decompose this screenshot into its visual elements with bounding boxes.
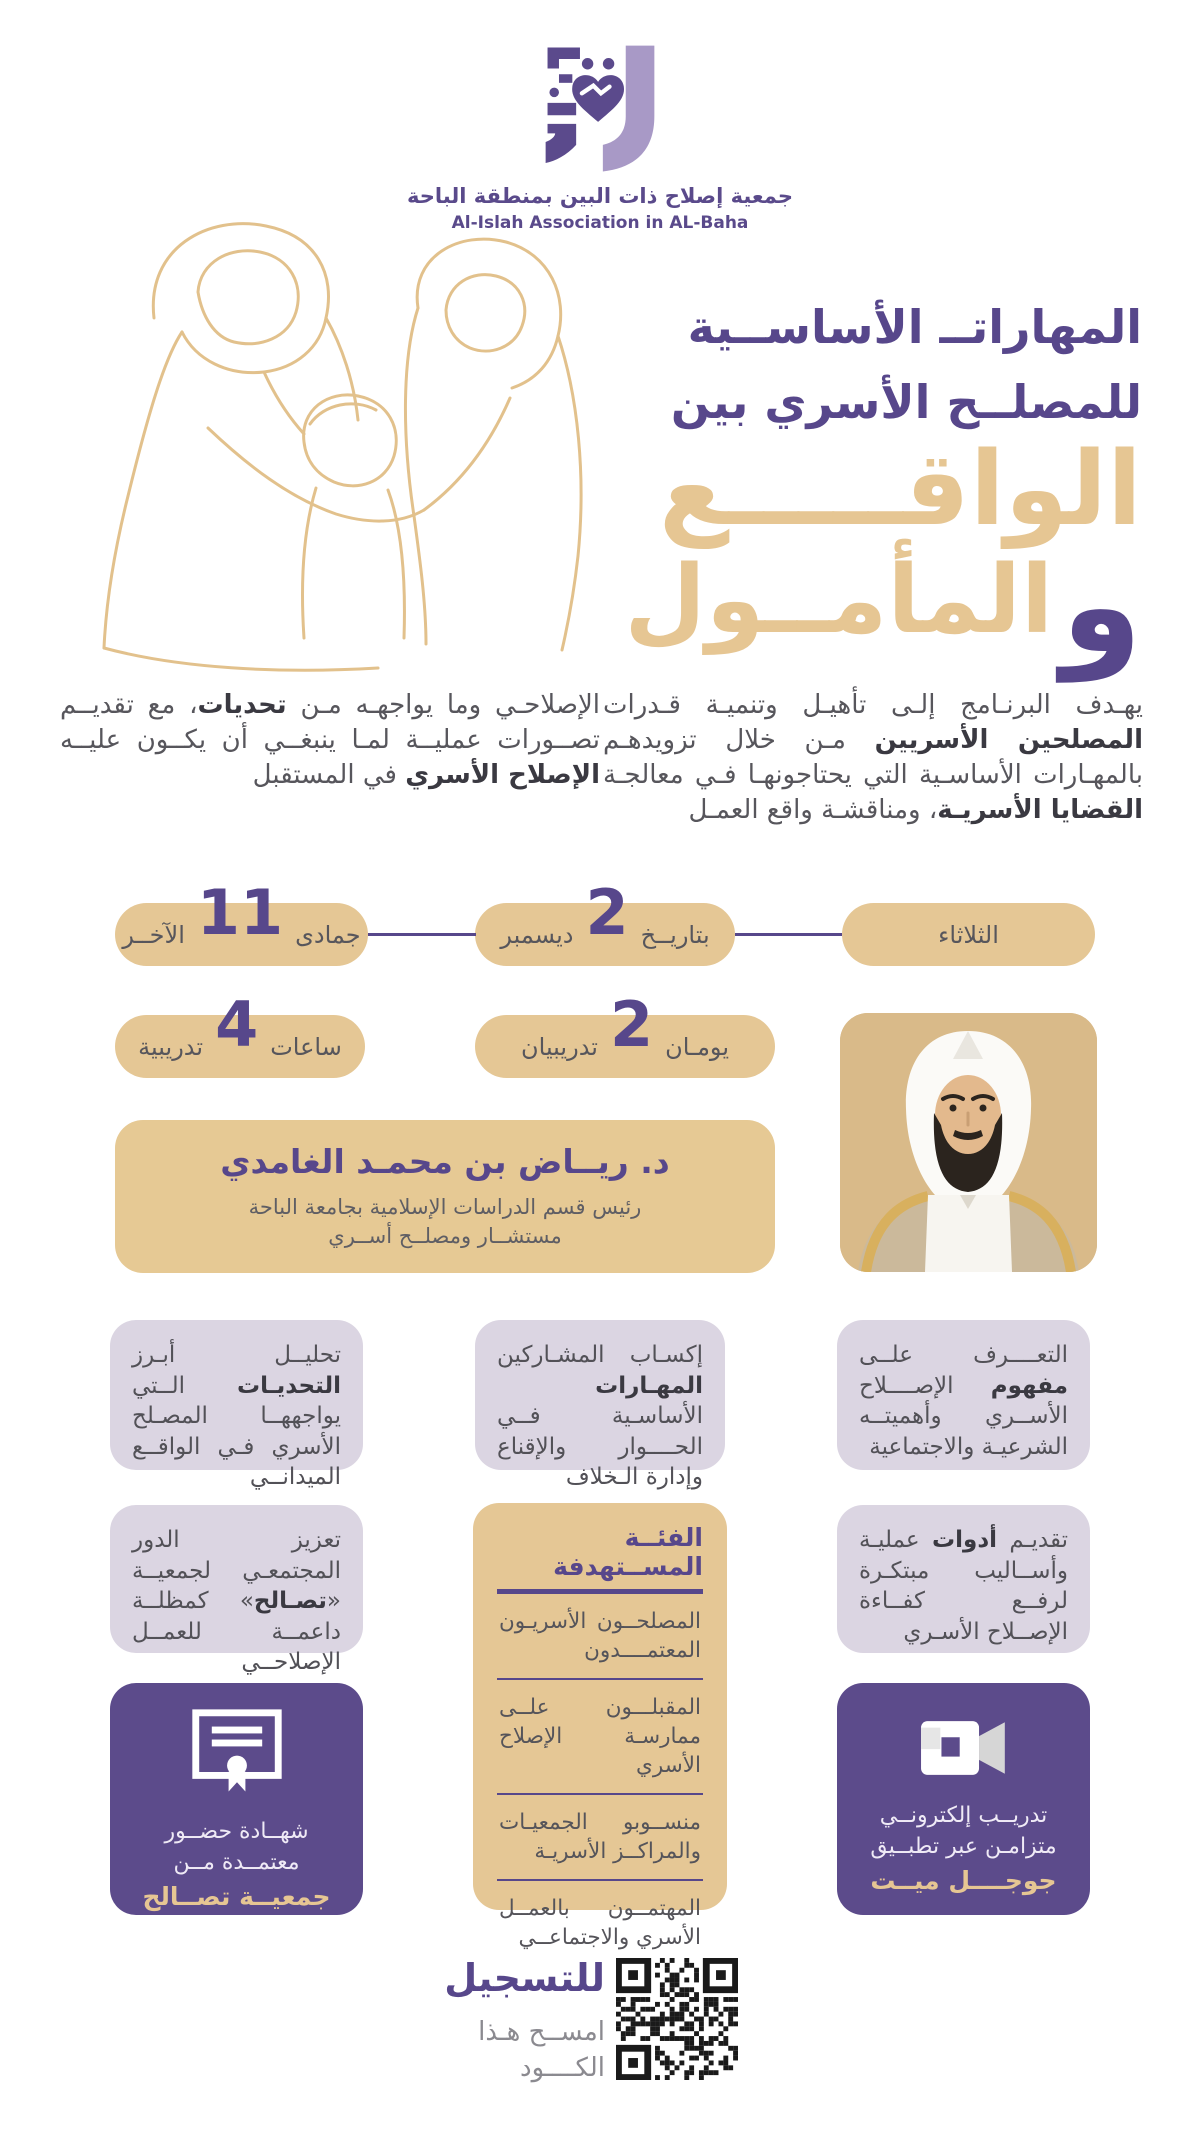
google-meet-icon: [912, 1719, 1016, 1786]
online-training-line2: متزامـن عبر تطبــيق: [870, 1834, 1057, 1859]
hours-number: 4: [215, 987, 259, 1061]
hours-label: ساعات: [270, 1032, 342, 1061]
objective-card-tools: تقديـم أدوات عمليـة وأســاليب مبتكـرة لرفــع كفــاءة الإصــلاح الأسـري: [837, 1505, 1090, 1653]
badge-connector-line: [368, 933, 476, 936]
target-audience-item: المهتمــون بالعمــل الأسري والاجتماعــي: [497, 1879, 703, 1965]
target-audience-list: [497, 1594, 703, 1965]
weekday-badge: [842, 903, 1095, 966]
big-word-hoped-text: المأمــول: [624, 546, 1054, 655]
qr-code: [616, 1958, 738, 2080]
program-title: [612, 290, 1142, 440]
program-title-line1: المهاراتــ الأساســية: [687, 300, 1142, 354]
weekday-label: الثلاثاء: [938, 920, 999, 949]
days-suffix: تدريبيان: [521, 1032, 598, 1061]
family-line-art-illustration: [58, 196, 638, 686]
hours-suffix: تدريبية: [138, 1032, 204, 1061]
org-logo: [538, 38, 662, 174]
target-audience-item: المقبلـــون علــى ممارسـة الإصلاح الأسري: [497, 1678, 703, 1793]
objective-card-challenges: تحليــل أبـرز التحديـات الــتي يواجههــا المصـلح الأسري فـي الواقــع الميدانــي: [110, 1320, 363, 1470]
speaker-name: د. ريــاض بن محمـد الغامدي: [220, 1142, 670, 1181]
speaker-card: [115, 1120, 775, 1273]
date-number: 2: [585, 875, 629, 949]
date-prefix: بتاريــخ: [640, 920, 710, 949]
training-hours-badge: [115, 987, 365, 1078]
registration-instructions: [375, 2014, 605, 2086]
intro-paragraph-right: يهـدف البرنـامج إلـى تأهيـل وتنميـة قـدرات المصلحين الأسريين مـن خلال تزويدهـم بالمهـارات الأساسـية التي يحتاجونهـا فـي معالجـة القضايا الأسريـة، ومناقشـة واقع العمـل: [603, 690, 1143, 825]
certificate-line1: شهــادة حضــور: [164, 1819, 309, 1844]
registration-title: للتسجيل: [444, 1956, 605, 2000]
hijri-date-badge: [115, 875, 368, 966]
google-meet-label: جوجــــل ميــت: [870, 1866, 1057, 1895]
big-word-reality: الواقـــــع: [659, 430, 1142, 549]
registration-instructions-line2: الكــــود: [520, 2053, 605, 2083]
hijri-month-suffix: الآخــر: [122, 920, 185, 949]
badge-connector-line: [735, 933, 842, 936]
intro-paragraph-left: الإصلاحـي وما يواجهـه مـن تحديات، مع تقديــم تصــورات عمليــة لمـا ينبغــي أن يكــون عليــه الإصلاح الأسري في المستقبل: [60, 690, 601, 790]
speaker-role-line2: مستشــار ومصلــح أســري: [328, 1224, 562, 1248]
target-audience-item: منســوبو الجمعيـات والمراكــز الأسريـة: [497, 1793, 703, 1879]
speaker-role: [115, 1193, 775, 1251]
program-title-line2: للمصلــح الأسري بين: [670, 375, 1142, 429]
hijri-month-prefix: جمادى: [295, 920, 361, 949]
org-logo-mark: [538, 38, 662, 172]
target-audience-card: [473, 1503, 727, 1950]
association-name-label: جمعيــة تصــالح: [142, 1882, 331, 1911]
hijri-day-number: 11: [196, 875, 284, 949]
big-word-hoped: [624, 530, 1142, 682]
certificate-line2: معتمــدة مــن: [173, 1850, 300, 1875]
speaker-photo: [840, 1013, 1097, 1272]
days-number: 2: [609, 987, 654, 1061]
date-month: ديسمبر: [500, 920, 574, 949]
online-training-card: [837, 1683, 1090, 1915]
org-name-arabic: جمعية إصلاح ذات البين بمنطقة الباحة: [407, 184, 793, 208]
objective-card-community-role: تعزيز الدور المجتمعـي لجمعيــة «تصـالح» كمظلــة داعمــة للعمــل الإصلاحــي: [110, 1505, 363, 1653]
speaker-portrait-illustration: [840, 1013, 1097, 1272]
gregorian-date-badge: [475, 875, 735, 966]
objective-card-skills: إكسـاب المشـاركين المهـارات الأساسـية فــي الحــــوار والإقناع وإدارة الـخلاف: [475, 1320, 725, 1470]
speaker-role-line1: رئيس قسم الدراسات الإسلامية بجامعة الباحة: [248, 1195, 642, 1219]
waw-letter: و: [1061, 530, 1142, 682]
days-label: يومـان: [665, 1032, 730, 1061]
target-audience-item: المصلحــون الأسريـون المعتمــــدون: [499, 1609, 701, 1663]
objective-card-concept: التعــــرف علــى مفهوم الإصــــلاح الأســري وأهميتــه الشرعيـة والاجتماعية: [837, 1320, 1090, 1470]
certificate-icon: [191, 1709, 283, 1802]
training-days-badge: [475, 987, 775, 1078]
online-training-line1: تدريــب إلكترونــي: [879, 1803, 1048, 1828]
org-name-english: Al-Islah Association in AL-Baha: [451, 213, 749, 233]
registration-instructions-line1: امســح هـذا: [478, 2017, 605, 2047]
target-audience-heading: الفئــة المســتهدفة: [553, 1523, 703, 1581]
certificate-card: [110, 1683, 363, 1915]
